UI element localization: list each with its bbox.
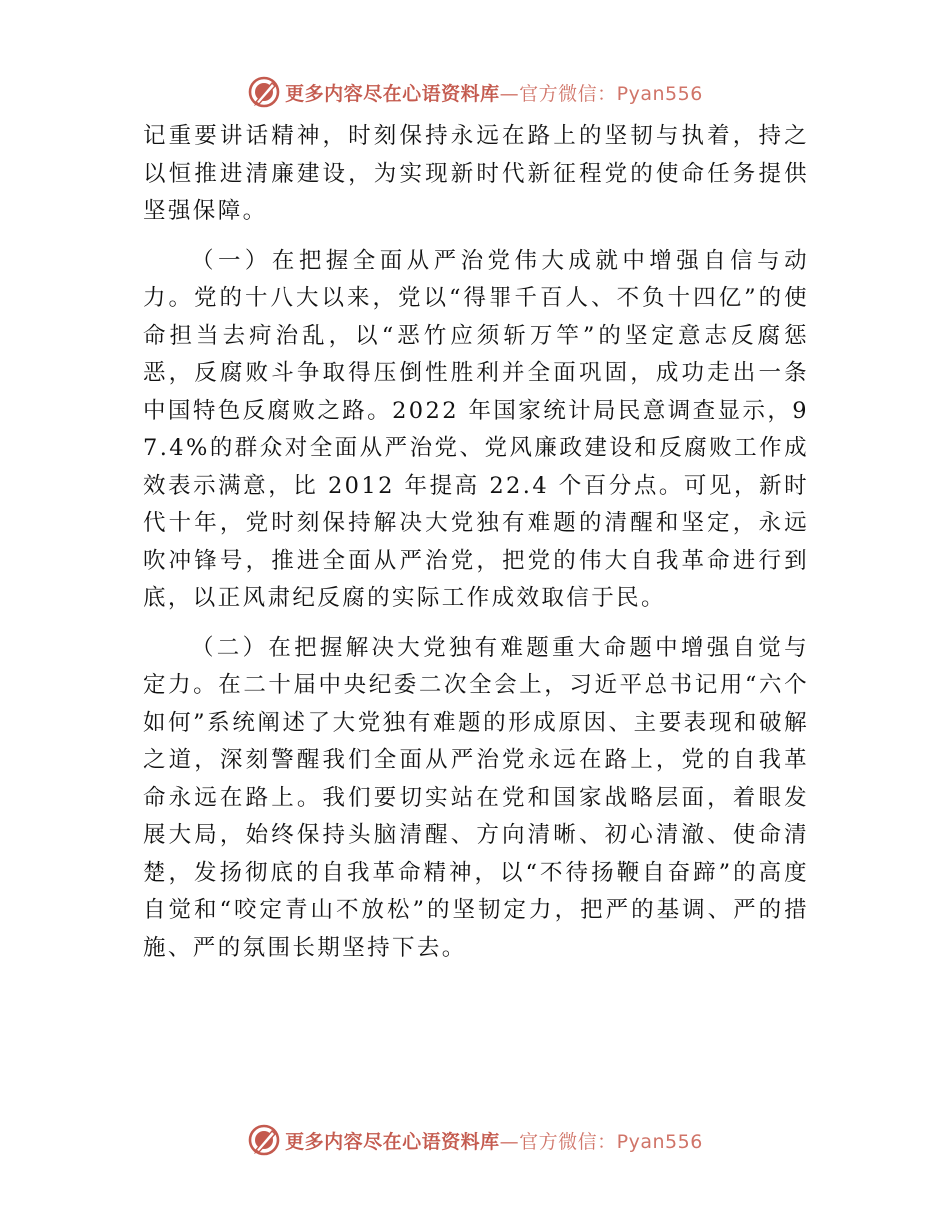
- watermark-brand: 更多内容尽在心语资料库: [285, 1130, 500, 1153]
- watermark-wechat: —官方微信：Pyan556: [499, 82, 703, 105]
- paragraph-section-two: （二）在把握解决大党独有难题重大命题中增强自觉与定力。在二十届中央纪委二次全会上，习近平总书记用“六个如何”系统阐述了大党独有难题的形成原因、主要表现和破解之道，深刻警醒我们全面从严治党永远在路上，党的自我革命永远在路上。我们要切实站在党和国家战略层面，着眼发展大局，始终保持头脑清醒、方向清晰、初心清澈、使命清楚，发扬彻底的自我革命精神，以“不待扬鞭自奋蹄”的高度自觉和“咬定青山不放松”的坚韧定力，把严的基调、严的措施、严的氛围长期坚持下去。: [143, 634, 809, 961]
- header-watermark: [0, 72, 950, 112]
- watermark-text: [285, 1127, 703, 1154]
- watermark-wechat: —官方微信：Pyan556: [499, 1130, 703, 1153]
- watermark-brand: 更多内容尽在心语资料库: [285, 82, 500, 105]
- pen-seal-icon: [247, 75, 281, 109]
- footer-watermark: [0, 1120, 950, 1160]
- pen-seal-icon: [247, 1123, 281, 1157]
- document-body: [143, 118, 809, 979]
- watermark-text: [285, 79, 703, 106]
- paragraph-section-one: （一）在把握全面从严治党伟大成就中增强自信与动力。党的十八大以来，党以“得罪千百人、不负十四亿”的使命担当去疴治乱，以“恶竹应须斩万竿”的坚定意志反腐惩恶，反腐败斗争取得压倒性胜利并全面巩固，成功走出一条中国特色反腐败之路。2022 年国家统计局民意调查显示，97.4%的群众对全面从严治党、党风廉政建设和反腐败工作成效表示满意，比 2012 年提高 22.4 个百分点。可见，新时代十年，党时刻保持解决大党独有难题的清醒和坚定，永远吹冲锋号，推进全面从严治党，把党的伟大自我革命进行到底，以正风肃纪反腐的实际工作成效取信于民。: [143, 247, 809, 611]
- paragraph-continuation: 记重要讲话精神，时刻保持永远在路上的坚韧与执着，持之以恒推进清廉建设，为实现新时代新征程党的使命任务提供坚强保障。: [143, 123, 809, 224]
